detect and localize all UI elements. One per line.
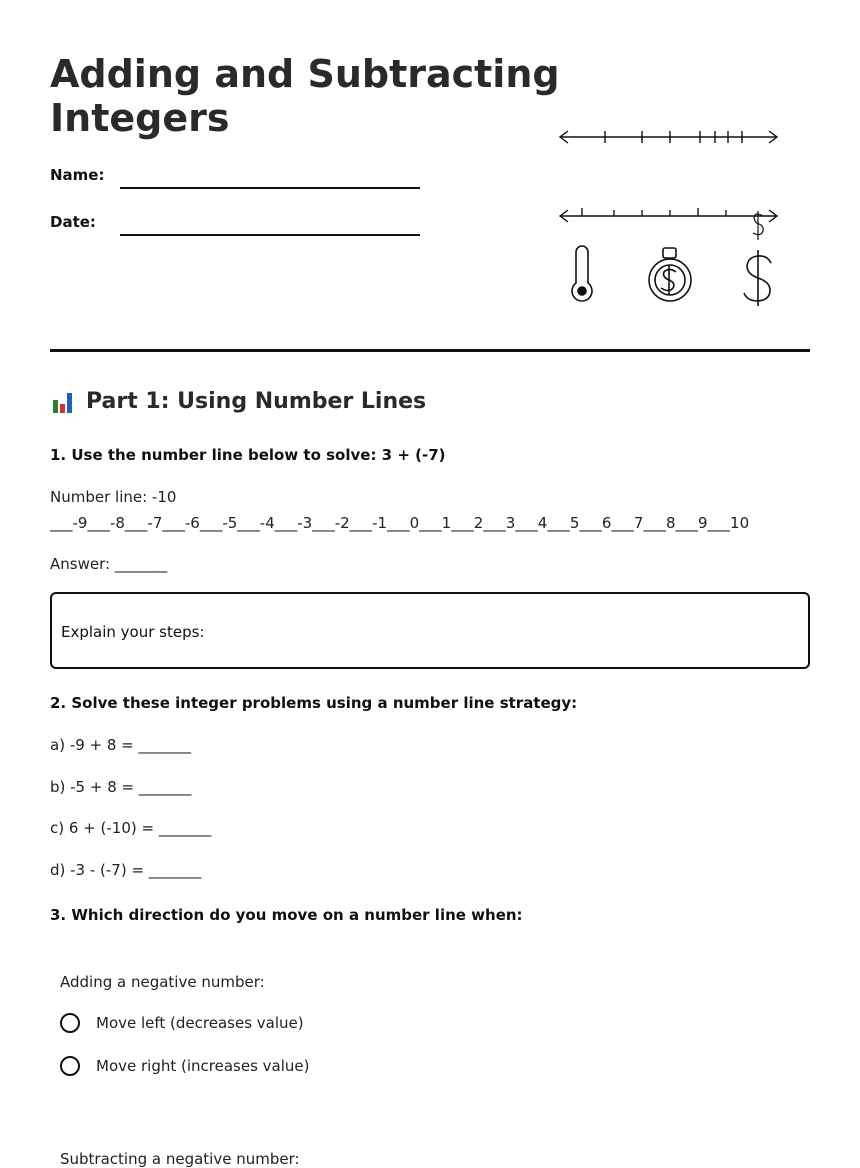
number-line-icon — [560, 208, 777, 222]
question-1-prompt: 1. Use the number line below to solve: 3 + (-7) — [50, 446, 446, 464]
date-label: Date: — [50, 213, 96, 231]
radio-button[interactable] — [60, 1013, 80, 1033]
part1-heading-text: Part 1: Using Number Lines — [86, 388, 427, 414]
money-bag-icon — [649, 248, 691, 301]
problem-a[interactable]: a) -9 + 8 = _______ — [50, 736, 192, 754]
thermometer-icon — [572, 246, 592, 301]
option-move-left[interactable] — [60, 1013, 304, 1033]
dollar-sign-icon — [744, 250, 771, 306]
page-title: Adding and Subtracting Integers — [50, 52, 560, 140]
radio-button[interactable] — [60, 1056, 80, 1076]
question-2-prompt: 2. Solve these integer problems using a number line strategy: — [50, 694, 578, 712]
problem-c[interactable]: c) 6 + (-10) = _______ — [50, 819, 212, 837]
part1-heading — [50, 388, 426, 414]
question-3-prompt: 3. Which direction do you move on a number line when: — [50, 906, 523, 924]
name-label: Name: — [50, 166, 105, 184]
option-move-right[interactable] — [60, 1056, 310, 1076]
dollar-sign-icon — [753, 211, 763, 240]
number-line-icon — [560, 131, 777, 143]
case-label: Subtracting a negative number: — [60, 1150, 300, 1168]
option-label: Move left (decreases value) — [96, 1014, 304, 1032]
number-line-text: ___-9___-8___-7___-6___-5___-4___-3___-2___-1___0___1___2___3___4___5___6___7___8___9___10 — [50, 514, 750, 532]
problem-d[interactable]: d) -3 - (-7) = _______ — [50, 861, 202, 879]
number-line-text: Number line: -10 — [50, 488, 177, 506]
answer-blank[interactable]: Answer: _______ — [50, 555, 168, 573]
case-label: Adding a negative number: — [60, 973, 265, 991]
bar-chart-icon — [50, 388, 76, 414]
explain-label: Explain your steps: — [61, 623, 205, 641]
math-illustration — [550, 120, 790, 320]
explain-steps-box[interactable] — [50, 592, 810, 669]
problem-b[interactable]: b) -5 + 8 = _______ — [50, 778, 192, 796]
option-label: Move right (increases value) — [96, 1057, 310, 1075]
date-field[interactable] — [120, 234, 420, 236]
name-field[interactable] — [120, 187, 420, 189]
section-divider — [50, 349, 810, 352]
